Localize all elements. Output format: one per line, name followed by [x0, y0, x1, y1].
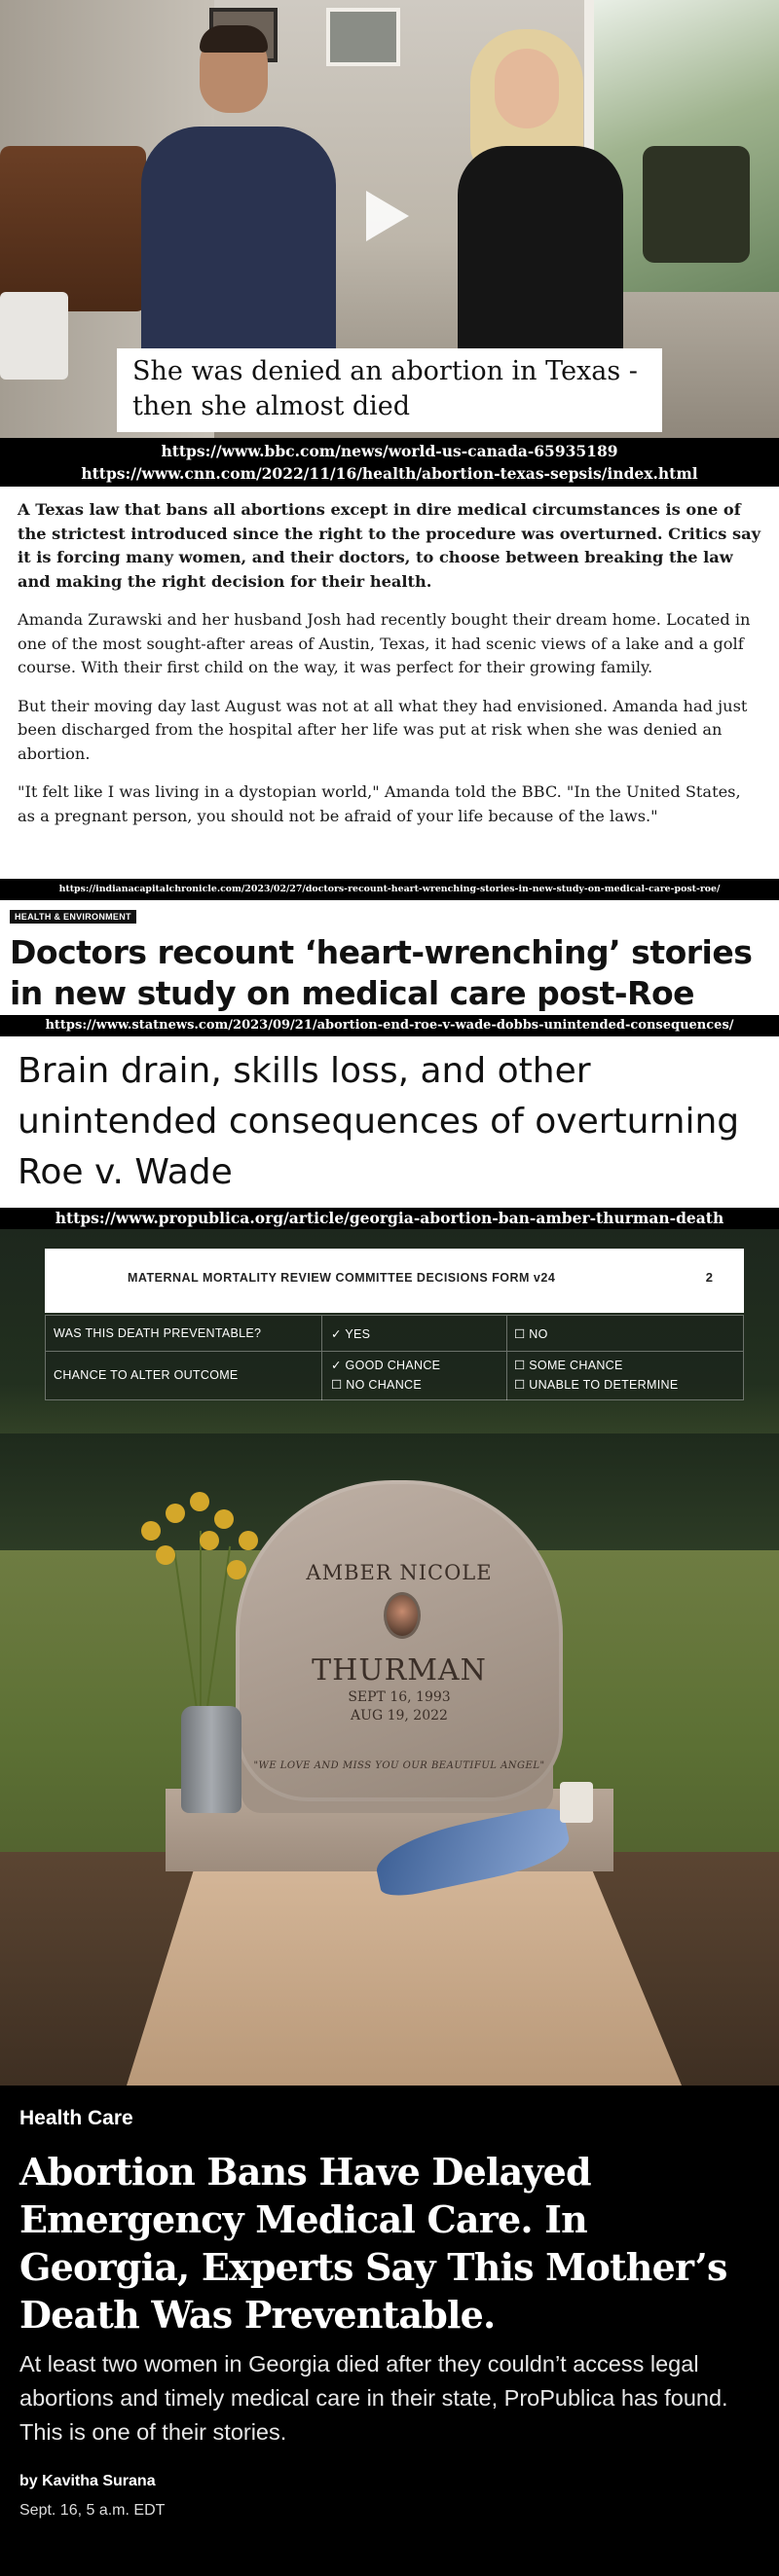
byline[interactable]: by Kavitha Surana — [19, 2473, 156, 2489]
form-title: MATERNAL MORTALITY REVIEW COMMITTEE DECISIONS FORM v24 — [128, 1271, 556, 1285]
headstone-surname: THURMAN — [312, 1653, 487, 1687]
play-icon[interactable] — [366, 191, 409, 241]
headstone-death-date: AUG 19, 2022 — [351, 1708, 448, 1723]
form-answer: ☐ UNABLE TO DETERMINE — [514, 1378, 679, 1392]
form-question: WAS THIS DEATH PREVENTABLE? — [54, 1326, 262, 1340]
propublica-article-header — [0, 2086, 779, 2519]
form-answer-checked: ✓ GOOD CHANCE — [331, 1359, 441, 1372]
publish-date: Sept. 16, 5 a.m. EDT — [19, 2502, 166, 2519]
headline-line: in new study on medical care post-Roe — [10, 974, 695, 1012]
side-table — [0, 292, 68, 380]
headline-line: Roe v. Wade — [18, 1152, 233, 1192]
form-answer: ☐ SOME CHANCE — [514, 1359, 623, 1372]
article-headline[interactable]: Abortion Bans Have Delayed Emergency Medical Care. In Georgia, Experts Say This Mother’s Death Was Preventable. — [19, 2150, 727, 2337]
interviewee-woman — [458, 146, 623, 370]
form-divider — [321, 1352, 322, 1400]
form-answer: ☐ NO — [514, 1327, 548, 1341]
video-caption — [117, 348, 662, 432]
armchair — [643, 146, 750, 263]
headline-line: Doctors recount ‘heart-wrenching’ stories — [10, 933, 753, 971]
form-row-preventable — [46, 1316, 743, 1352]
flower — [156, 1545, 175, 1565]
form-answer: ☐ NO CHANCE — [331, 1378, 422, 1392]
headstone-birth-date: SEPT 16, 1993 — [348, 1689, 451, 1705]
source-url-stat[interactable]: https://www.statnews.com/2023/09/21/abortion-end-roe-v-wade-dobbs-unintended-consequences/ — [0, 1015, 779, 1036]
source-url-cnn[interactable]: https://www.cnn.com/2022/11/16/health/abortion-texas-sepsis/index.html — [81, 464, 698, 483]
article-paragraph: But their moving day last August was not at all what they had envisioned. Amanda had just been discharged from the hospital after her life was put at risk when she was denied an abortion. — [18, 696, 748, 763]
interviewee-man-hair — [200, 25, 268, 53]
section-kicker[interactable]: Health Care — [19, 2107, 133, 2129]
source-url-indiana[interactable]: https://indianacapitalchronicle.com/2023/02/27/doctors-recount-heart-wrenching-stories-in-new-study-on-medical-care-post-roe/ — [0, 879, 779, 900]
form-answer-checked: ✓ YES — [331, 1327, 371, 1341]
interviewee-woman-head — [495, 49, 559, 128]
form-divider — [506, 1316, 507, 1351]
source-url-bbc[interactable]: https://www.bbc.com/news/world-us-canada-65935189 — [161, 442, 618, 460]
candle — [560, 1782, 593, 1823]
flower — [166, 1504, 185, 1523]
form-divider — [506, 1352, 507, 1400]
article-lead: A Texas law that bans all abortions except in dire medical circumstances is one of the strictest introduced since the right to the procedure was overturned. Critics say it is forcing many women, and their doctors, to choose between breaking the law and making the right decision for their health. — [18, 500, 760, 591]
indiana-headline-block — [0, 900, 779, 1015]
flower — [141, 1521, 161, 1541]
headline-line: unintended consequences of overturning — [18, 1102, 740, 1142]
grave-slab — [127, 1871, 682, 2086]
bbc-article-body — [0, 487, 779, 879]
video-caption-line: then she almost died — [132, 391, 411, 421]
form-row-chance — [46, 1352, 743, 1400]
interviewee-man — [141, 127, 336, 360]
headstone-first-names: AMBER NICOLE — [306, 1561, 493, 1584]
form-divider — [321, 1316, 322, 1351]
flower — [190, 1492, 209, 1511]
wall-picture-frame — [326, 8, 400, 66]
form-answers — [45, 1315, 744, 1400]
flower — [214, 1509, 234, 1529]
indiana-headline[interactable] — [10, 932, 769, 1014]
article-paragraph: "It felt like I was living in a dystopian world," Amanda told the BBC. "In the United States, as a pregnant person, you should not be afraid of your life because of the laws." — [18, 782, 741, 825]
flower — [239, 1531, 258, 1550]
video-caption-line: She was denied an abortion in Texas - — [132, 356, 638, 386]
form-page-number: 2 — [705, 1270, 713, 1285]
headstone-photo — [0, 1229, 779, 2086]
bbc-video-player[interactable] — [0, 0, 779, 438]
sofa — [0, 146, 146, 311]
flower-stem — [173, 1551, 199, 1716]
stat-headline-block — [0, 1036, 779, 1208]
headstone-inscription: "WE LOVE AND MISS YOU OUR BEAUTIFUL ANGEL" — [253, 1760, 545, 1771]
source-url-bar — [0, 438, 779, 487]
section-tag[interactable]: HEALTH & ENVIRONMENT — [10, 910, 136, 924]
form-header — [45, 1249, 744, 1313]
form-question: CHANCE TO ALTER OUTCOME — [54, 1368, 239, 1382]
flower — [227, 1560, 246, 1579]
headstone-portrait — [384, 1592, 421, 1639]
article-dek: At least two women in Georgia died after they couldn’t access legal abortions and timely medical care in their state, ProPublica has found. This is one of their stories. — [19, 2351, 728, 2445]
flower — [200, 1531, 219, 1550]
source-url-propublica[interactable]: https://www.propublica.org/article/georgia-abortion-ban-amber-thurman-death — [0, 1208, 779, 1229]
vase — [181, 1706, 241, 1813]
article-paragraph: Amanda Zurawski and her husband Josh had recently bought their dream home. Located in one of the most sought-after areas of Austin, Texas, it had scenic views of a lake and a golf course. With their first child on the way, it was perfect for their growing family. — [18, 610, 751, 676]
headline-line: Brain drain, skills loss, and other — [18, 1051, 591, 1091]
stat-headline[interactable] — [18, 1046, 761, 1198]
yellow-flowers — [131, 1492, 278, 1706]
flower-stem — [200, 1531, 202, 1716]
headstone — [236, 1480, 563, 1801]
